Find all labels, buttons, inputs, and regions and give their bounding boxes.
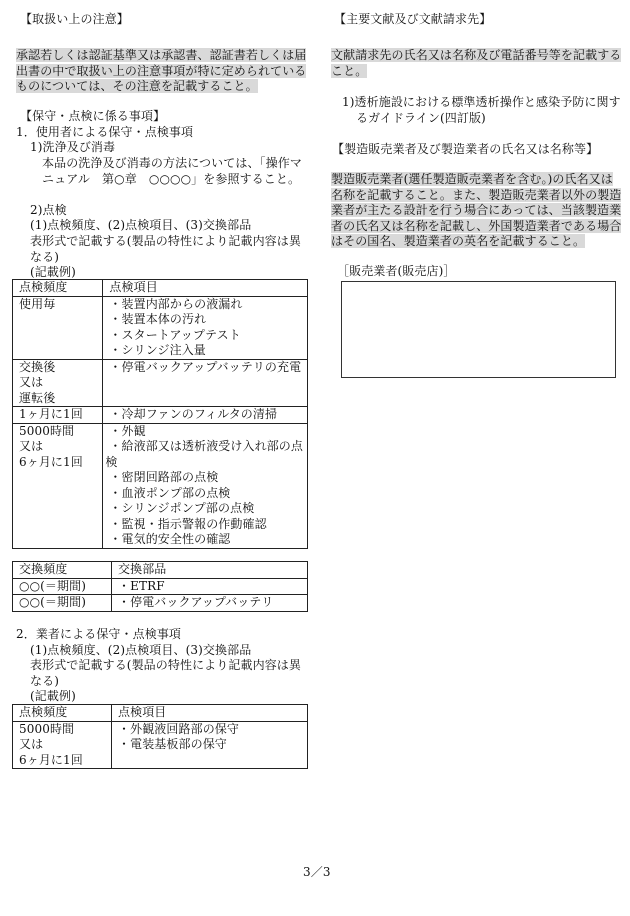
cell-line: ・給液部又は透析液受け入れ部の点	[109, 439, 303, 453]
item-cell	[112, 721, 308, 769]
dealer-heading: ［販売業者(販売店)］	[337, 264, 456, 278]
table-row	[13, 595, 308, 612]
section1-1-text	[42, 156, 302, 187]
frequency-cell	[13, 423, 103, 548]
text-line: 製造販売業者(選任製造販売業者を含む。)の氏名又は	[331, 172, 613, 186]
cell-line: ・ETRF	[118, 578, 165, 593]
cell-line: ・外観液回路部の保守	[118, 721, 240, 736]
cell-line: 6ヶ月に1回	[19, 752, 83, 767]
page-number: 3／3	[303, 865, 331, 879]
vendor-inspection-table	[12, 704, 308, 769]
text-line: 出書の中で取扱い上の注意事項が特に定められている	[16, 63, 307, 78]
cell-line: 使用毎	[19, 296, 56, 311]
literature-text	[331, 48, 621, 79]
cell-line: 6ヶ月に1回	[19, 454, 83, 469]
cell-line: 1ヶ月に1回	[19, 407, 83, 421]
inspection-table	[12, 279, 308, 549]
cell-line: ・シリンジポンプ部の点検	[109, 501, 255, 515]
section1-2-example: (記載例)	[30, 265, 76, 279]
frequency-cell	[13, 578, 112, 595]
frequency-cell	[13, 359, 103, 407]
text-line: 本品の洗浄及び消毒の方法については、「操作マ	[42, 156, 302, 170]
cell-line: ・血液ポンプ部の点検	[109, 485, 231, 500]
cell-line: ・電装基板部の保守	[118, 737, 227, 751]
replacement-table	[12, 561, 308, 612]
caution-text	[16, 48, 306, 95]
text-line: 名称を記載すること。また、製造販売業者以外の製造	[331, 187, 622, 202]
caution-heading: 【取扱い上の注意】	[20, 12, 129, 26]
frequency-cell	[13, 407, 103, 424]
cell-line: ・外観	[109, 423, 146, 438]
literature-heading: 【主要文献及び文献請求先】	[334, 12, 492, 26]
text-line: なる)	[30, 673, 59, 688]
dealer-box	[341, 281, 616, 378]
section2-example: (記載例)	[30, 689, 76, 703]
item-cell	[112, 578, 308, 595]
cell-line: 5000時間	[19, 721, 75, 736]
item-cell	[103, 423, 308, 548]
text-line: 承認若しくは認証基準又は承認書、認証書若しくは届	[16, 48, 307, 62]
text-line: はその国名、製造業者の英名を記載すること。	[331, 234, 586, 248]
table-row	[13, 721, 308, 769]
section1-title: 1．使用者による保守・点検事項	[16, 125, 194, 139]
text-line: 1)透析施設における標準透析操作と感染予防に関す	[342, 95, 621, 109]
cell-line: ・シリンジ注入量	[109, 343, 206, 357]
text-line: こと。	[331, 63, 368, 78]
cell-line: 交換後	[19, 359, 56, 374]
cell-line: 又は	[19, 375, 44, 389]
section1-2-items: (1)点検頻度、(2)点検項目、(3)交換部品	[30, 218, 252, 232]
section1-2-title: 2)点検	[30, 203, 67, 217]
cell-line: 又は	[19, 737, 44, 751]
cell-line: ・冷却ファンのフィルタの清掃	[109, 407, 278, 421]
cell-line: ・装置内部からの液漏れ	[109, 296, 243, 311]
section2-items: (1)点検頻度、(2)点検項目、(3)交換部品	[30, 643, 252, 657]
table-row	[13, 578, 308, 595]
item-cell	[103, 359, 308, 407]
column-header: 点検項目	[103, 280, 308, 297]
column-header: 点検頻度	[13, 705, 112, 722]
column-header: 点検項目	[112, 705, 308, 722]
maintenance-heading: 【保守・点検に係る事項】	[20, 109, 166, 123]
frequency-cell	[13, 721, 112, 769]
text-line: るガイドライン(四訂版)	[356, 110, 486, 125]
manufacturer-text	[331, 172, 621, 250]
text-line: 者の氏名又は名称を記載し、外国製造業者である場合	[331, 218, 622, 233]
item-cell	[103, 407, 308, 424]
column-header: 点検頻度	[13, 280, 103, 297]
table-row	[13, 407, 308, 424]
cell-line: 検	[105, 454, 118, 469]
cell-line: ・電気的安全性の確認	[109, 532, 231, 546]
item-cell	[112, 595, 308, 612]
text-line: ニュアル 第○章 ○○○○」を参照すること。	[42, 171, 301, 186]
table-row	[13, 423, 308, 548]
cell-line: ・停電バックアップバッテリの充電	[109, 359, 302, 374]
table-header-row	[13, 562, 308, 579]
section1-1-title: 1)洗浄及び消毒	[30, 140, 116, 154]
cell-line: ・装置本体の汚れ	[109, 312, 207, 326]
reference-1	[342, 95, 621, 126]
cell-line: ・監視・指示警報の作動確認	[109, 516, 267, 531]
text-line: 表形式で記載する(製品の特性により記載内容は異	[30, 234, 301, 248]
text-line: 業者が主たる設計を行う場合にあっては、当該製造業	[331, 203, 622, 217]
manufacturer-heading: 【製造販売業者及び製造業者の氏名又は名称等】	[332, 142, 599, 156]
frequency-cell	[13, 296, 103, 359]
table-row	[13, 359, 308, 407]
cell-line: ・スタートアップテスト	[109, 327, 241, 342]
section2-text	[30, 658, 301, 689]
cell-line: 又は	[19, 439, 44, 453]
cell-line: ○○(＝期間)	[19, 595, 87, 609]
cell-line: ・密閉回路部の点検	[109, 470, 219, 484]
column-header: 交換部品	[112, 562, 308, 579]
text-line: なる)	[30, 249, 59, 264]
cell-line: 運転後	[19, 390, 56, 405]
table-header-row	[13, 705, 308, 722]
cell-line: 5000時間	[19, 423, 75, 438]
frequency-cell	[13, 595, 112, 612]
section1-2-text	[30, 234, 301, 265]
cell-line: ○○(＝期間)	[19, 578, 87, 593]
section2-title: 2．業者による保守・点検事項	[16, 627, 182, 641]
text-line: ものについては、その注意を記載すること。	[16, 79, 258, 93]
item-cell	[103, 296, 308, 359]
text-line: 文献請求先の氏名又は名称及び電話番号等を記載する	[331, 48, 622, 62]
text-line: 表形式で記載する(製品の特性により記載内容は異	[30, 658, 301, 672]
cell-line: ・停電バックアップバッテリ	[118, 595, 274, 609]
table-row	[13, 296, 308, 359]
column-header: 交換頻度	[13, 562, 112, 579]
table-header-row	[13, 280, 308, 297]
